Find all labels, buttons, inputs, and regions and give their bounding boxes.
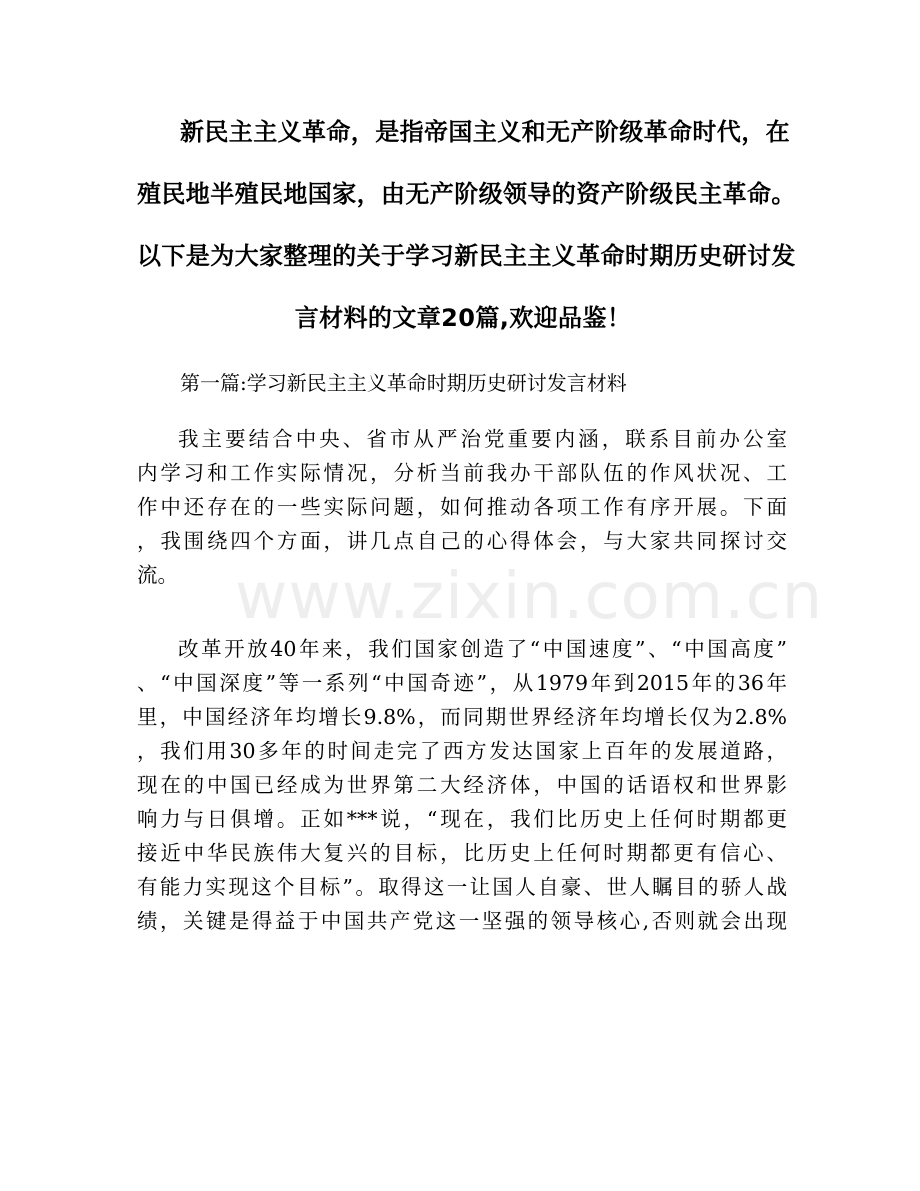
intro-line: 新民主主义革命，是指帝国主义和无产阶级革命时代，在: [180, 118, 790, 146]
paragraph-line: 我主要结合中央、省市从严治党重要内涵，联系目前办公室: [178, 427, 787, 451]
paragraph-line: 内学习和工作实际情况，分析当前我办干部队伍的作风状况、工: [137, 461, 787, 485]
intro-line: 以下是为大家整理的关于学习新民主主义革命时期历史研讨发: [137, 242, 796, 270]
paragraph-line: ，我围绕四个方面，讲几点自己的心得体会，与大家共同探讨交: [137, 529, 787, 553]
paragraph-line: 流。: [137, 563, 178, 587]
paragraph-2: [137, 632, 787, 938]
paragraph-line: 改革开放40年来，我们国家创造了“中国速度”、“中国高度”: [178, 637, 787, 661]
intro-block: [137, 110, 796, 358]
paragraph-line: ，我们用30多年的时间走完了西方发达国家上百年的发展道路，: [137, 739, 787, 763]
intro-line: 言材料的文章20篇,欢迎品鉴！: [294, 304, 632, 332]
watermark: www.zixin.com.cn: [235, 560, 824, 634]
paragraph-line: 作中还存在的一些实际问题，如何推动各项工作有序开展。下面: [137, 495, 787, 519]
paragraph-line: 绩，关键是得益于中国共产党这一坚强的领导核心,否则就会出现: [137, 909, 787, 933]
paragraph-line: 里，中国经济年均增长9.8%，而同期世界经济年均增长仅为2.8%: [137, 705, 787, 729]
paragraph-1: [137, 422, 787, 592]
paragraph-line: 接近中华民族伟大复兴的目标，比历史上任何时期都更有信心、: [137, 841, 787, 865]
section-title: 第一篇:学习新民主主义革命时期历史研讨发言材料: [180, 371, 627, 395]
intro-line: 殖民地半殖民地国家，由无产阶级领导的资产阶级民主革命。: [137, 180, 796, 208]
paragraph-line: 响力与日俱增。正如***说，“现在，我们比历史上任何时期都更: [137, 807, 787, 831]
paragraph-line: 、“中国深度”等一系列“中国奇迹”，从1979年到2015年的36年: [137, 671, 787, 695]
paragraph-line: 有能力实现这个目标”。取得这一让国人自豪、世人瞩目的骄人战: [137, 875, 787, 899]
paragraph-line: 现在的中国已经成为世界第二大经济体，中国的话语权和世界影: [137, 773, 787, 797]
